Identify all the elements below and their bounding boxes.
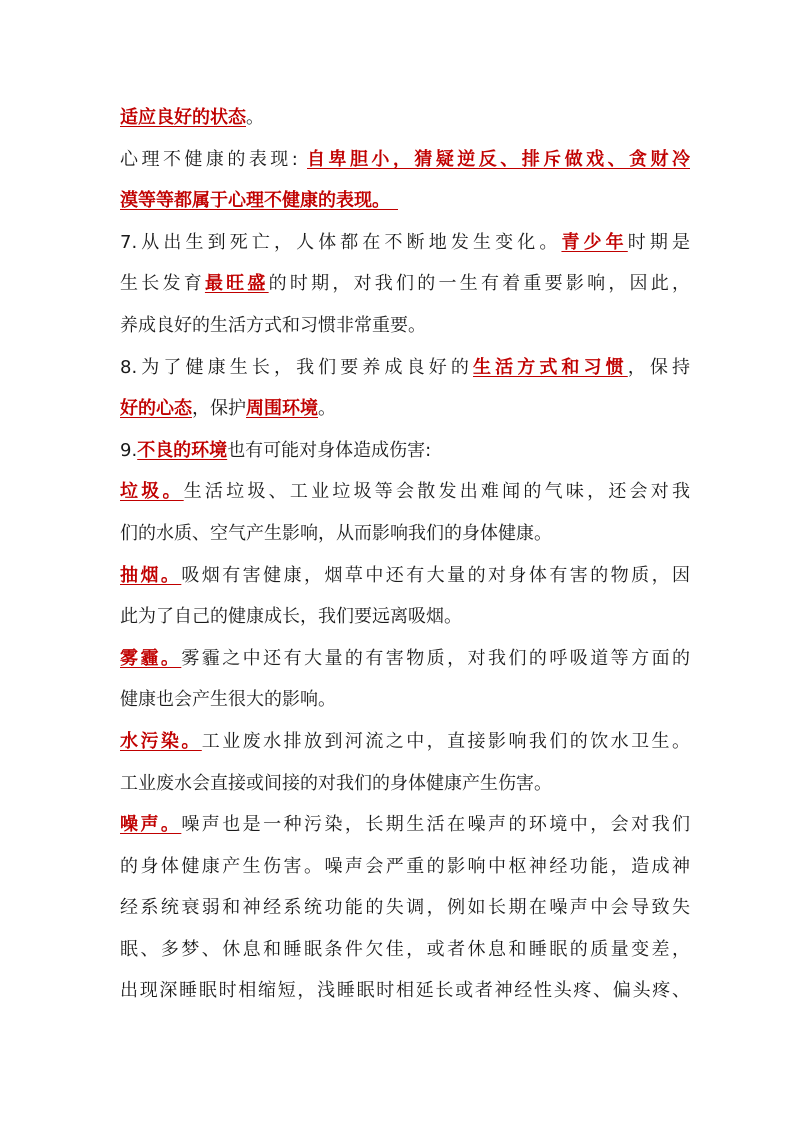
body-text: 经系统衰弱和神经系统功能的失调，例如长期在噪声中会导致失 xyxy=(120,897,690,919)
body-text: 生活垃圾、工业垃圾等会散发出难闻的气味，还会对我 xyxy=(183,481,691,503)
body-text: 噪声也是一种污染，长期生活在噪声的环境中，会对我们 xyxy=(181,814,691,836)
body-text: 。 xyxy=(246,107,264,128)
underline-gap xyxy=(390,187,398,210)
highlight-text: 生活方式和习惯 xyxy=(472,356,628,378)
highlight-text: 好的心态 xyxy=(120,398,192,420)
text-line xyxy=(120,763,690,805)
body-text: 出现深睡眠时相缩短，浅睡眠时相延长或者神经性头疼、偏头疼、 xyxy=(120,980,690,1002)
text-line xyxy=(120,388,690,430)
highlight-text: 水污染。 xyxy=(120,730,202,752)
text-line xyxy=(120,555,690,597)
body-text: 吸烟有害健康，烟草中还有大量的对身体有害的物质，因 xyxy=(181,564,691,586)
highlight-text: 周围环境 xyxy=(246,398,318,420)
body-text: 生长发育 xyxy=(120,273,205,295)
body-text: 工业废水会直接或间接的对我们的身体健康产生伤害。 xyxy=(120,772,552,794)
text-line xyxy=(120,97,690,139)
body-text: 心理不健康的表现: xyxy=(120,148,308,170)
body-text: 们的水质、空气产生影响，从而影响我们的身体健康。 xyxy=(120,522,552,544)
body-text: 9. xyxy=(120,439,138,461)
body-text: 7.从出生到死亡，人体都在不断地发生变化。 xyxy=(120,231,562,253)
text-line xyxy=(120,887,690,929)
text-line xyxy=(120,929,690,971)
body-text: 此为了自己的健康成长，我们要远离吸烟。 xyxy=(120,606,462,628)
highlight-text: 自卑胆小，猜疑逆反、排斥做戏、贪财冷 xyxy=(307,148,690,170)
highlight-text: 最旺盛 xyxy=(204,273,269,295)
body-text: 眠、多梦、休息和睡眠条件欠佳，或者休息和睡眠的质量变差， xyxy=(120,938,690,960)
body-text: ，保护 xyxy=(192,398,246,420)
highlight-text: 雾霾。 xyxy=(120,647,182,669)
text-line xyxy=(120,139,690,181)
body-text: 也有可能对身体造成伤害: xyxy=(227,439,432,461)
highlight-text: 抽烟。 xyxy=(120,564,182,586)
body-text: 工业废水排放到河流之中，直接影响我们的饮水卫生。 xyxy=(201,730,691,752)
body-text: 时期是 xyxy=(627,231,691,253)
body-text: 雾霾之中还有大量的有害物质，对我们的呼吸道等方面的 xyxy=(181,647,691,669)
document-page xyxy=(120,97,690,1012)
body-text: ，保持 xyxy=(627,356,691,378)
text-line xyxy=(120,596,690,638)
text-line xyxy=(120,180,690,222)
text-line xyxy=(120,347,690,389)
highlight-text: 噪声。 xyxy=(120,814,182,836)
body-text: 养成良好的生活方式和习惯非常重要。 xyxy=(120,314,426,336)
body-text: 。 xyxy=(318,398,336,420)
text-line xyxy=(120,305,690,347)
text-line xyxy=(120,846,690,888)
highlight-text: 漠等等都属于心理不健康的表现。 xyxy=(120,190,390,212)
text-line xyxy=(120,222,690,264)
text-line xyxy=(120,430,690,472)
text-line xyxy=(120,970,690,1012)
highlight-text: 垃圾。 xyxy=(120,481,184,503)
text-line xyxy=(120,721,690,763)
text-line xyxy=(120,471,690,513)
text-line xyxy=(120,804,690,846)
text-line xyxy=(120,513,690,555)
highlight-text: 青少年 xyxy=(561,231,628,253)
text-line xyxy=(120,679,690,721)
text-line xyxy=(120,263,690,305)
body-text: 的时期，对我们的一生有着重要影响，因此， xyxy=(268,273,691,295)
highlight-text: 适应良好的状态 xyxy=(120,107,246,128)
body-text: 8.为了健康生长，我们要养成良好的 xyxy=(120,356,473,378)
body-text: 健康也会产生很大的影响。 xyxy=(120,689,336,711)
body-text: 的身体健康产生伤害。噪声会严重的影响中枢神经功能，造成神 xyxy=(120,855,690,877)
highlight-text: 不良的环境 xyxy=(137,439,228,461)
text-line xyxy=(120,638,690,680)
